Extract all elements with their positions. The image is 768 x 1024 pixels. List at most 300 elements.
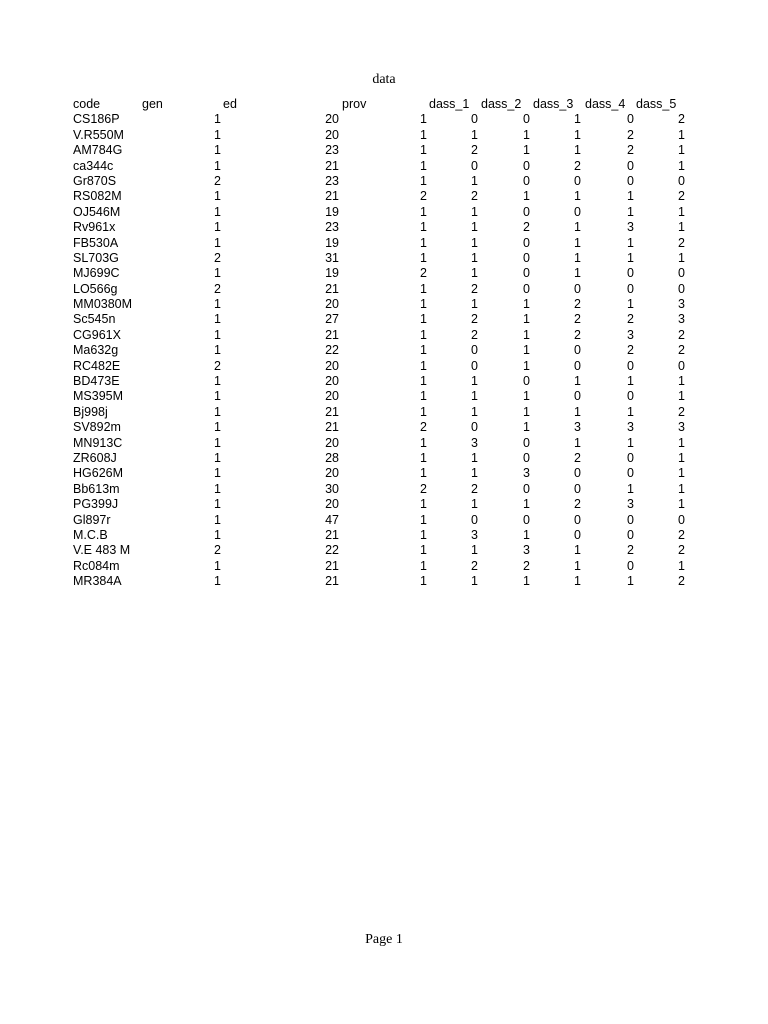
cell-code: PG399J bbox=[73, 497, 119, 512]
table-row bbox=[0, 543, 768, 558]
cell-code: RC482E bbox=[73, 358, 121, 373]
cell-code: MN913C bbox=[73, 435, 123, 450]
cell-code: ca344c bbox=[73, 158, 114, 173]
cell-code: Rc084m bbox=[73, 558, 120, 573]
cell-value: 0 bbox=[574, 358, 581, 373]
cell-value: 20 bbox=[325, 297, 339, 312]
table-row bbox=[0, 328, 768, 343]
table-row bbox=[0, 143, 768, 158]
cell-value: 21 bbox=[325, 574, 339, 589]
cell-value: 3 bbox=[627, 220, 634, 235]
cell-value: 3 bbox=[471, 527, 478, 542]
cell-value: 0 bbox=[678, 266, 685, 281]
column-header-dass-1: dass_1 bbox=[429, 97, 470, 111]
cell-value: 0 bbox=[523, 512, 530, 527]
cell-value: 1 bbox=[627, 374, 634, 389]
cell-value: 1 bbox=[523, 143, 530, 158]
cell-value: 1 bbox=[471, 250, 478, 265]
cell-value: 1 bbox=[214, 235, 221, 250]
cell-value: 0 bbox=[627, 558, 634, 573]
cell-value: 27 bbox=[325, 312, 339, 327]
cell-code: Gl897r bbox=[73, 512, 111, 527]
table-row bbox=[0, 236, 768, 251]
cell-value: 2 bbox=[678, 404, 685, 419]
cell-value: 3 bbox=[523, 466, 530, 481]
cell-value: 1 bbox=[420, 204, 427, 219]
cell-value: 1 bbox=[523, 189, 530, 204]
cell-value: 20 bbox=[325, 112, 339, 127]
cell-value: 1 bbox=[523, 358, 530, 373]
cell-code: MJ699C bbox=[73, 266, 120, 281]
column-header-dass-3: dass_3 bbox=[533, 97, 574, 111]
cell-value: 1 bbox=[471, 450, 478, 465]
table-row bbox=[0, 405, 768, 420]
table-row bbox=[0, 497, 768, 512]
cell-value: 1 bbox=[214, 420, 221, 435]
cell-value: 2 bbox=[471, 189, 478, 204]
cell-value: 1 bbox=[523, 527, 530, 542]
cell-value: 1 bbox=[678, 481, 685, 496]
cell-value: 2 bbox=[678, 543, 685, 558]
cell-value: 0 bbox=[574, 481, 581, 496]
cell-value: 1 bbox=[574, 404, 581, 419]
cell-value: 1 bbox=[678, 374, 685, 389]
cell-value: 1 bbox=[678, 158, 685, 173]
cell-value: 0 bbox=[471, 512, 478, 527]
cell-value: 1 bbox=[420, 112, 427, 127]
data-table bbox=[0, 97, 768, 590]
cell-value: 1 bbox=[574, 250, 581, 265]
cell-value: 2 bbox=[678, 189, 685, 204]
cell-value: 0 bbox=[627, 450, 634, 465]
table-row bbox=[0, 451, 768, 466]
cell-value: 1 bbox=[627, 250, 634, 265]
cell-value: 0 bbox=[523, 435, 530, 450]
cell-value: 1 bbox=[627, 574, 634, 589]
table-row bbox=[0, 466, 768, 481]
cell-value: 1 bbox=[627, 435, 634, 450]
cell-value: 3 bbox=[678, 297, 685, 312]
table-header-row bbox=[0, 97, 768, 112]
cell-code: RS082M bbox=[73, 189, 122, 204]
cell-value: 0 bbox=[627, 112, 634, 127]
cell-value: 21 bbox=[325, 558, 339, 573]
table-row bbox=[0, 359, 768, 374]
cell-value: 1 bbox=[523, 297, 530, 312]
cell-value: 1 bbox=[214, 497, 221, 512]
table-row bbox=[0, 420, 768, 435]
cell-code: CG961X bbox=[73, 327, 121, 342]
table-row bbox=[0, 312, 768, 327]
cell-value: 2 bbox=[420, 266, 427, 281]
cell-value: 3 bbox=[678, 420, 685, 435]
cell-value: 1 bbox=[574, 189, 581, 204]
cell-value: 1 bbox=[214, 466, 221, 481]
cell-value: 1 bbox=[574, 543, 581, 558]
cell-value: 1 bbox=[627, 235, 634, 250]
cell-value: 0 bbox=[523, 173, 530, 188]
cell-value: 1 bbox=[471, 389, 478, 404]
cell-code: MS395M bbox=[73, 389, 124, 404]
cell-code: SV892m bbox=[73, 420, 121, 435]
cell-value: 0 bbox=[471, 112, 478, 127]
cell-value: 2 bbox=[574, 312, 581, 327]
cell-value: 1 bbox=[214, 450, 221, 465]
cell-value: 1 bbox=[574, 220, 581, 235]
cell-value: 1 bbox=[574, 112, 581, 127]
cell-value: 0 bbox=[627, 266, 634, 281]
cell-value: 1 bbox=[214, 297, 221, 312]
cell-value: 1 bbox=[523, 127, 530, 142]
cell-value: 0 bbox=[523, 281, 530, 296]
cell-value: 2 bbox=[678, 527, 685, 542]
table-row bbox=[0, 266, 768, 281]
cell-code: Gr870S bbox=[73, 173, 117, 188]
cell-value: 0 bbox=[627, 281, 634, 296]
cell-value: 2 bbox=[523, 558, 530, 573]
cell-value: 1 bbox=[627, 204, 634, 219]
cell-value: 2 bbox=[214, 358, 221, 373]
cell-value: 0 bbox=[627, 158, 634, 173]
cell-value: 2 bbox=[471, 558, 478, 573]
cell-value: 19 bbox=[325, 235, 339, 250]
cell-code: M.C.B bbox=[73, 527, 108, 542]
cell-value: 1 bbox=[678, 466, 685, 481]
cell-value: 0 bbox=[574, 204, 581, 219]
table-row bbox=[0, 220, 768, 235]
cell-value: 0 bbox=[574, 527, 581, 542]
cell-value: 3 bbox=[523, 543, 530, 558]
cell-value: 1 bbox=[471, 127, 478, 142]
cell-value: 1 bbox=[420, 235, 427, 250]
cell-value: 2 bbox=[678, 235, 685, 250]
table-row bbox=[0, 559, 768, 574]
cell-value: 0 bbox=[523, 158, 530, 173]
cell-value: 2 bbox=[420, 481, 427, 496]
cell-value: 0 bbox=[523, 235, 530, 250]
cell-value: 1 bbox=[420, 127, 427, 142]
cell-value: 2 bbox=[574, 297, 581, 312]
cell-value: 23 bbox=[325, 220, 339, 235]
cell-code: CS186P bbox=[73, 112, 120, 127]
cell-value: 1 bbox=[678, 220, 685, 235]
cell-value: 0 bbox=[678, 512, 685, 527]
column-header-ed: ed bbox=[223, 97, 237, 111]
cell-value: 21 bbox=[325, 281, 339, 296]
cell-value: 0 bbox=[471, 358, 478, 373]
cell-value: 0 bbox=[627, 389, 634, 404]
cell-value: 1 bbox=[214, 527, 221, 542]
column-header-code: code bbox=[73, 97, 101, 111]
cell-value: 1 bbox=[214, 204, 221, 219]
cell-value: 0 bbox=[574, 343, 581, 358]
table-row bbox=[0, 128, 768, 143]
cell-value: 21 bbox=[325, 420, 339, 435]
cell-value: 1 bbox=[214, 112, 221, 127]
cell-value: 1 bbox=[523, 574, 530, 589]
cell-value: 1 bbox=[214, 435, 221, 450]
cell-value: 1 bbox=[214, 220, 221, 235]
cell-value: 22 bbox=[325, 543, 339, 558]
cell-value: 21 bbox=[325, 404, 339, 419]
cell-value: 0 bbox=[627, 512, 634, 527]
cell-value: 1 bbox=[420, 389, 427, 404]
table-body bbox=[0, 112, 768, 589]
cell-value: 1 bbox=[574, 266, 581, 281]
cell-value: 1 bbox=[678, 558, 685, 573]
cell-value: 0 bbox=[627, 466, 634, 481]
cell-value: 2 bbox=[471, 481, 478, 496]
cell-value: 1 bbox=[678, 204, 685, 219]
cell-code: SL703G bbox=[73, 250, 119, 265]
table-row bbox=[0, 282, 768, 297]
table-row bbox=[0, 251, 768, 266]
cell-value: 0 bbox=[574, 512, 581, 527]
cell-value: 1 bbox=[420, 250, 427, 265]
cell-value: 1 bbox=[214, 558, 221, 573]
cell-value: 3 bbox=[574, 420, 581, 435]
cell-value: 0 bbox=[471, 158, 478, 173]
cell-value: 1 bbox=[574, 435, 581, 450]
cell-value: 1 bbox=[471, 173, 478, 188]
table-row bbox=[0, 528, 768, 543]
cell-code: OJ546M bbox=[73, 204, 121, 219]
cell-code: AM784G bbox=[73, 143, 123, 158]
cell-value: 2 bbox=[214, 543, 221, 558]
cell-value: 1 bbox=[574, 143, 581, 158]
cell-value: 1 bbox=[214, 481, 221, 496]
cell-value: 22 bbox=[325, 343, 339, 358]
cell-value: 1 bbox=[678, 127, 685, 142]
cell-value: 2 bbox=[574, 497, 581, 512]
cell-value: 0 bbox=[627, 173, 634, 188]
cell-value: 20 bbox=[325, 435, 339, 450]
cell-value: 3 bbox=[627, 327, 634, 342]
cell-value: 23 bbox=[325, 143, 339, 158]
cell-value: 1 bbox=[471, 220, 478, 235]
cell-value: 3 bbox=[627, 497, 634, 512]
cell-value: 1 bbox=[523, 404, 530, 419]
cell-value: 0 bbox=[574, 389, 581, 404]
cell-value: 1 bbox=[214, 158, 221, 173]
cell-value: 0 bbox=[523, 204, 530, 219]
cell-value: 19 bbox=[325, 266, 339, 281]
cell-value: 0 bbox=[678, 173, 685, 188]
cell-value: 1 bbox=[420, 281, 427, 296]
cell-value: 1 bbox=[471, 204, 478, 219]
cell-code: Bj998j bbox=[73, 404, 108, 419]
cell-value: 2 bbox=[678, 343, 685, 358]
cell-value: 1 bbox=[574, 374, 581, 389]
cell-value: 1 bbox=[471, 543, 478, 558]
cell-value: 2 bbox=[471, 143, 478, 158]
cell-value: 0 bbox=[471, 420, 478, 435]
cell-value: 20 bbox=[325, 374, 339, 389]
cell-value: 1 bbox=[471, 235, 478, 250]
cell-code: V.E 483 M bbox=[73, 543, 131, 558]
cell-value: 1 bbox=[420, 543, 427, 558]
cell-value: 1 bbox=[214, 404, 221, 419]
cell-value: 0 bbox=[523, 112, 530, 127]
table-row bbox=[0, 436, 768, 451]
cell-value: 2 bbox=[471, 327, 478, 342]
cell-value: 2 bbox=[420, 189, 427, 204]
cell-value: 1 bbox=[678, 497, 685, 512]
column-header-gen: gen bbox=[142, 97, 163, 111]
cell-code: V.R550M bbox=[73, 127, 124, 142]
cell-value: 1 bbox=[420, 297, 427, 312]
cell-value: 1 bbox=[420, 327, 427, 342]
cell-value: 1 bbox=[420, 374, 427, 389]
cell-value: 1 bbox=[523, 312, 530, 327]
cell-code: MR384A bbox=[73, 574, 122, 589]
cell-value: 0 bbox=[678, 358, 685, 373]
cell-value: 3 bbox=[627, 420, 634, 435]
cell-value: 2 bbox=[678, 112, 685, 127]
cell-value: 1 bbox=[214, 312, 221, 327]
cell-value: 1 bbox=[420, 512, 427, 527]
column-header-dass-5: dass_5 bbox=[636, 97, 677, 111]
cell-value: 20 bbox=[325, 497, 339, 512]
cell-value: 1 bbox=[214, 127, 221, 142]
column-header-dass-2: dass_2 bbox=[481, 97, 522, 111]
cell-value: 1 bbox=[214, 327, 221, 342]
cell-value: 1 bbox=[420, 527, 427, 542]
table-row bbox=[0, 112, 768, 127]
cell-value: 0 bbox=[471, 343, 478, 358]
cell-value: 1 bbox=[471, 404, 478, 419]
cell-value: 1 bbox=[627, 189, 634, 204]
cell-value: 1 bbox=[678, 389, 685, 404]
cell-value: 3 bbox=[471, 435, 478, 450]
cell-value: 1 bbox=[574, 127, 581, 142]
cell-value: 0 bbox=[574, 173, 581, 188]
cell-code: HG626M bbox=[73, 466, 124, 481]
cell-value: 1 bbox=[574, 558, 581, 573]
cell-value: 21 bbox=[325, 189, 339, 204]
cell-value: 1 bbox=[574, 235, 581, 250]
cell-value: 1 bbox=[627, 481, 634, 496]
cell-value: 1 bbox=[471, 497, 478, 512]
cell-value: 1 bbox=[523, 497, 530, 512]
cell-value: 1 bbox=[471, 297, 478, 312]
cell-code: ZR608J bbox=[73, 450, 117, 465]
cell-value: 2 bbox=[627, 343, 634, 358]
cell-value: 1 bbox=[420, 220, 427, 235]
cell-value: 2 bbox=[214, 281, 221, 296]
cell-value: 2 bbox=[678, 574, 685, 589]
cell-value: 1 bbox=[214, 266, 221, 281]
cell-value: 2 bbox=[574, 327, 581, 342]
cell-code: FB530A bbox=[73, 235, 119, 250]
cell-code: MM0380M bbox=[73, 297, 133, 312]
cell-value: 0 bbox=[574, 281, 581, 296]
cell-value: 2 bbox=[471, 281, 478, 296]
cell-value: 2 bbox=[523, 220, 530, 235]
cell-value: 1 bbox=[678, 143, 685, 158]
cell-value: 1 bbox=[523, 420, 530, 435]
cell-value: 0 bbox=[523, 450, 530, 465]
cell-value: 0 bbox=[627, 527, 634, 542]
cell-value: 2 bbox=[420, 420, 427, 435]
cell-value: 23 bbox=[325, 173, 339, 188]
cell-value: 1 bbox=[420, 497, 427, 512]
cell-value: 0 bbox=[523, 481, 530, 496]
column-header-dass-4: dass_4 bbox=[585, 97, 626, 111]
cell-value: 1 bbox=[523, 343, 530, 358]
cell-value: 1 bbox=[420, 358, 427, 373]
column-header-prov: prov bbox=[342, 97, 367, 111]
cell-value: 31 bbox=[325, 250, 339, 265]
cell-value: 30 bbox=[325, 481, 339, 496]
cell-value: 1 bbox=[627, 297, 634, 312]
cell-value: 21 bbox=[325, 527, 339, 542]
cell-code: LO566g bbox=[73, 281, 118, 296]
cell-value: 1 bbox=[420, 312, 427, 327]
cell-value: 1 bbox=[471, 574, 478, 589]
cell-value: 1 bbox=[214, 512, 221, 527]
table-row bbox=[0, 189, 768, 204]
table-row bbox=[0, 482, 768, 497]
cell-value: 0 bbox=[678, 281, 685, 296]
cell-value: 1 bbox=[420, 558, 427, 573]
cell-value: 1 bbox=[523, 327, 530, 342]
cell-value: 1 bbox=[214, 389, 221, 404]
cell-code: Bb613m bbox=[73, 481, 120, 496]
page-title: data bbox=[372, 72, 396, 87]
cell-value: 1 bbox=[471, 466, 478, 481]
cell-value: 0 bbox=[523, 266, 530, 281]
cell-value: 1 bbox=[574, 574, 581, 589]
cell-value: 1 bbox=[420, 158, 427, 173]
cell-value: 1 bbox=[420, 435, 427, 450]
cell-value: 0 bbox=[523, 374, 530, 389]
cell-value: 21 bbox=[325, 327, 339, 342]
cell-code: Rv961x bbox=[73, 220, 116, 235]
cell-value: 19 bbox=[325, 204, 339, 219]
cell-value: 2 bbox=[627, 312, 634, 327]
cell-value: 2 bbox=[214, 173, 221, 188]
cell-value: 3 bbox=[678, 312, 685, 327]
cell-value: 1 bbox=[420, 173, 427, 188]
cell-value: 20 bbox=[325, 358, 339, 373]
cell-value: 47 bbox=[325, 512, 339, 527]
cell-value: 1 bbox=[420, 343, 427, 358]
cell-value: 21 bbox=[325, 158, 339, 173]
table-row bbox=[0, 174, 768, 189]
cell-value: 1 bbox=[523, 389, 530, 404]
cell-value: 1 bbox=[214, 574, 221, 589]
cell-value: 1 bbox=[678, 450, 685, 465]
cell-value: 1 bbox=[678, 435, 685, 450]
table-row bbox=[0, 513, 768, 528]
cell-value: 1 bbox=[471, 374, 478, 389]
cell-value: 1 bbox=[214, 343, 221, 358]
cell-value: 1 bbox=[420, 466, 427, 481]
cell-value: 1 bbox=[214, 143, 221, 158]
cell-value: 0 bbox=[574, 466, 581, 481]
cell-value: 1 bbox=[471, 266, 478, 281]
cell-value: 0 bbox=[627, 358, 634, 373]
table-row bbox=[0, 297, 768, 312]
cell-value: 2 bbox=[471, 312, 478, 327]
cell-value: 1 bbox=[420, 574, 427, 589]
cell-value: 2 bbox=[574, 158, 581, 173]
cell-value: 20 bbox=[325, 389, 339, 404]
table-row bbox=[0, 389, 768, 404]
cell-value: 1 bbox=[420, 450, 427, 465]
cell-value: 1 bbox=[420, 404, 427, 419]
